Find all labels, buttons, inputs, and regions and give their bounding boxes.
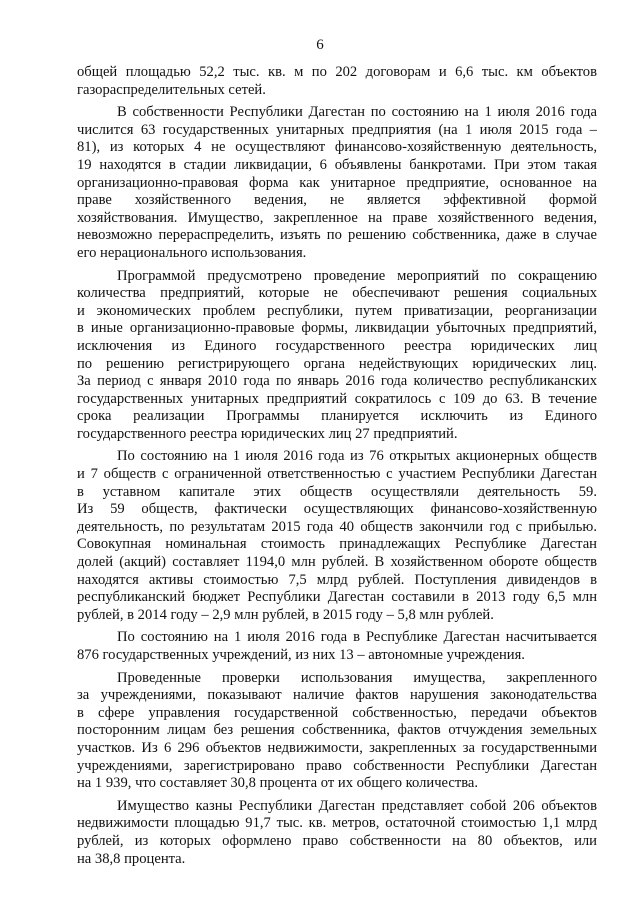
text-line: 876 государственных учреждений, из них 13 – автономные учреждения. [77,647,525,663]
text-line: и экономических проблем республики, путем приватизации, реорганизации [77,302,597,319]
text-line: количества предприятий, которые не обеспечивают решения социальных [77,285,597,302]
text-line: государственных унитарных предприятий сократилось с 109 до 63. В течение [77,390,597,407]
text-line: на 38,8 процента. [77,850,186,867]
text-line: долей (акций) составляет 1194,0 млн рублей. В хозяйственном обороте обществ [77,554,597,571]
text-line: его нерационального использования. [77,244,307,261]
text-line: срока реализации Программы планируется исключить из Единого [77,408,597,425]
paragraph [77,268,597,444]
text-line: в иные организационно-правовые формы, ликвидации убыточных предприятий, [77,320,597,337]
text-line: 81), из которых 4 не осуществляют финансово-хозяйственную деятельность, [77,139,597,156]
document-body [77,64,597,868]
text-line: за учреждениями, показывают наличие фактов нарушения законодательства [77,687,597,704]
text-line: В собственности Республики Дагестан по состоянию на 1 июля 2016 года [117,104,597,121]
text-line: Имущество казны Республики Дагестан представляет собой 206 объектов [117,797,597,814]
text-line: на 1 939, что составляет 30,8 процента от их общего количества. [77,775,479,792]
text-line: организационно-правовая форма как унитарное предприятие, основанное на [77,174,597,191]
text-line: 19 находятся в стадии ликвидации, 6 объявлены банкротами. При этом такая [77,156,597,173]
text-line: рублей, из которых оформлено право собственности на 80 объектов, или [77,832,597,849]
text-line: учреждениями, зарегистрировано право собственности Республики Дагестан [77,757,597,774]
text-line: участков. Из 6 296 объектов недвижимости, закрепленных за государственными [77,739,597,756]
paragraph [77,629,597,664]
text-line: По состоянию на 1 июля 2016 года в Республике Дагестан насчитывается [117,629,597,646]
page-number: 6 [316,37,324,53]
text-line: деятельность, по результатам 2015 года 40 обществ закончили год с прибылью. [77,518,597,535]
text-line: Из 59 обществ, фактически осуществляющих финансово-хозяйственную [77,501,597,518]
text-line: и 7 обществ с ограниченной ответственностью с участием Республики Дагестан [77,466,597,483]
text-line: в уставном капитале этих обществ осуществляли деятельность 59. [77,483,597,500]
text-line: в сфере управления государственной собственностью, передачи объектов [77,704,597,721]
text-line: праве хозяйственного ведения, не является эффективной формой [77,192,597,209]
paragraph [77,104,597,262]
text-line: рублей, в 2014 году – 2,9 млн рублей, в 2015 году – 5,8 млн рублей. [77,606,494,623]
paragraph [77,64,597,99]
text-line: хозяйствования. Имущество, закрепленное на праве хозяйственного ведения, [77,209,597,226]
text-line: За период с января 2010 года по январь 2016 года количество республиканских [77,373,597,390]
text-line: Программой предусмотрено проведение мероприятий по сокращению [117,267,597,284]
text-line: Совокупная номинальная стоимость принадлежащих Республике Дагестан [77,536,597,553]
text-line: общей площадью 52,2 тыс. кв. м по 202 договорам и 6,6 тыс. км объектов [77,64,597,80]
paragraph [77,670,597,793]
text-line: Проведенные проверки использования имущества, закрепленного [117,669,597,686]
text-line: посторонним лицам без решения собственника, фактов отчуждения земельных [77,722,597,739]
text-line: находятся активы стоимостью 7,5 млрд рублей. Поступления дивидендов в [77,571,597,588]
text-line: газораспределительных сетей. [77,81,266,98]
text-line: исключения из Единого государственного реестра юридических лиц [77,337,597,354]
paragraph [77,798,597,868]
text-line: недвижимости площадью 91,7 тыс. кв. метров, остаточной стоимостью 1,1 млрд [77,815,597,832]
paragraph [77,448,597,624]
text-line: государственного реестра юридических лиц 27 предприятий. [77,425,458,442]
text-line: невозможно перераспределить, изъять по решению собственника, даже в случае [77,227,597,244]
text-line: числится 63 государственных унитарных предприятия (на 1 июля 2015 года – [77,121,597,138]
text-line: По состоянию на 1 июля 2016 года из 76 открытых акционерных обществ [117,448,597,465]
text-line: республиканский бюджет Республики Дагестан составили в 2013 году 6,5 млн [77,589,597,606]
text-line: по решению регистрирующего органа недействующих юридических лиц. [77,355,597,372]
